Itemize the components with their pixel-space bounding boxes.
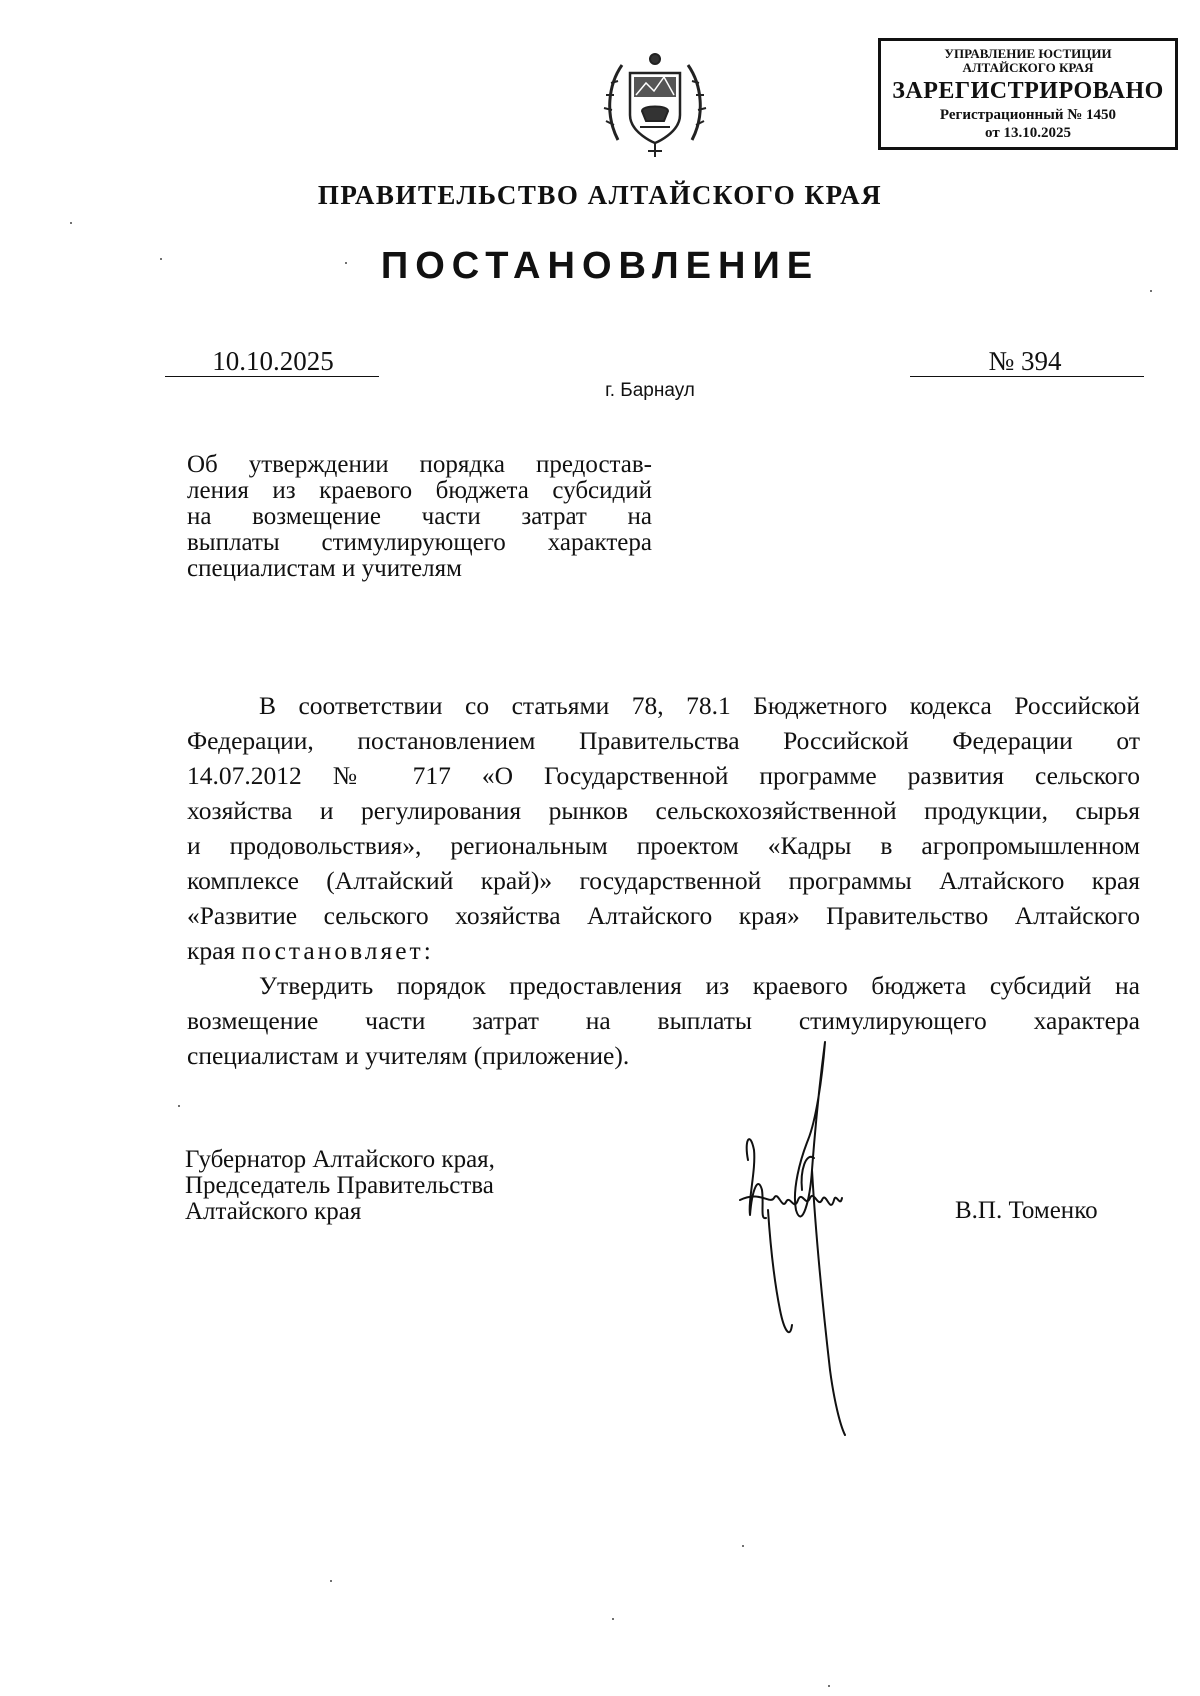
position-line: Председатель Правительства — [185, 1172, 494, 1199]
signatory-name: В.П. Томенко — [955, 1197, 1098, 1224]
body-line: комплексе (Алтайский край)» государственной программы Алтайского края — [187, 866, 1140, 895]
stamp-authority-line2: АЛТАЙСКОГО КРАЯ — [962, 60, 1094, 75]
subject-line: Об утверждении порядка предостав- — [187, 451, 652, 478]
subject-line: на возмещение части затрат на — [187, 503, 652, 530]
decree-city: г. Барнаул — [605, 380, 695, 401]
coat-of-arms-emblem — [600, 45, 710, 165]
stamp-reg-date: от 13.10.2025 — [985, 125, 1071, 141]
scan-speck — [612, 1618, 614, 1620]
resolves-prefix: края — [187, 936, 242, 965]
scan-speck — [345, 262, 347, 264]
scan-speck — [742, 1545, 744, 1547]
decree-date: 10.10.2025 — [212, 346, 334, 376]
body-line: хозяйства и регулирования рынков сельскохозяйственной продукции, сырья — [187, 796, 1140, 825]
resolves-word: постановляет: — [241, 936, 434, 965]
body-line: 14.07.2012 № 717 «О Государственной программе развития сельского — [187, 761, 1140, 790]
document-type-title: ПОСТАНОВЛЕНИЕ — [380, 245, 820, 287]
body-line: Утвердить порядок предоставления из краевого бюджета субсидий на — [259, 971, 1140, 1000]
stamp-authority-line1: УПРАВЛЕНИЕ ЮСТИЦИИ — [944, 46, 1112, 61]
stamp-status: ЗАРЕГИСТРИРОВАНО — [892, 78, 1164, 104]
subject-line: специалистам и учителям — [187, 555, 462, 582]
subject-line: выплаты стимулирующего характера — [187, 529, 652, 556]
body-line: Федерации, постановлением Правительства Российской Федерации от — [187, 726, 1140, 755]
body-line: В соответствии со статьями 78, 78.1 Бюджетного кодекса Российской — [259, 691, 1140, 720]
scan-speck — [178, 1105, 180, 1107]
body-line-resolves — [187, 933, 1140, 968]
government-title: ПРАВИТЕЛЬСТВО АЛТАЙСКОГО КРАЯ — [317, 180, 883, 210]
position-line: Алтайского края — [185, 1198, 362, 1225]
scan-speck — [160, 258, 162, 260]
decree-body — [187, 688, 1140, 1073]
decree-subject — [187, 452, 652, 582]
date-underline — [165, 376, 379, 377]
signatory-position — [185, 1147, 585, 1225]
body-line: возмещение части затрат на выплаты стимулирующего характера — [187, 1006, 1140, 1035]
body-line: специалистам и учителям (приложение). — [187, 1041, 630, 1070]
number-underline — [910, 376, 1144, 377]
body-line: «Развитие сельского хозяйства Алтайского края» Правительство Алтайского — [187, 901, 1140, 930]
body-line: и продовольствия», региональным проектом «Кадры в агропромышленном — [187, 831, 1140, 860]
subject-line: ления из краевого бюджета субсидий — [187, 477, 652, 504]
registration-stamp — [878, 38, 1178, 150]
position-line: Губернатор Алтайского края, — [185, 1146, 495, 1173]
scan-speck — [828, 1685, 830, 1687]
decree-number: № 394 — [988, 346, 1062, 376]
scan-speck — [330, 1580, 332, 1582]
stamp-reg-number: Регистрационный № 1450 — [939, 107, 1117, 123]
handwritten-signature — [730, 1040, 890, 1440]
scan-speck — [1150, 290, 1152, 292]
scan-speck — [70, 222, 72, 224]
